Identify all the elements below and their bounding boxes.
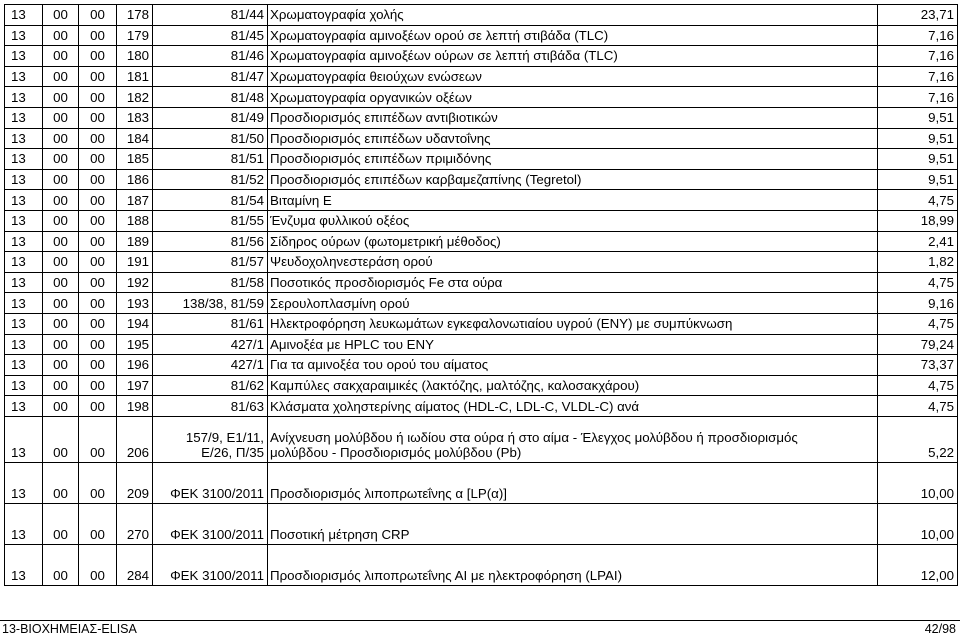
table-row [5, 503, 958, 544]
cell-code: 209 [117, 462, 153, 503]
cell-description: Προσδιορισμός επιπέδων αντιβιοτικών [268, 107, 878, 128]
cell-reference: 81/46 [153, 46, 268, 67]
cell-code: 182 [117, 87, 153, 108]
table-row [5, 334, 958, 355]
cell-section: 00 [79, 128, 117, 149]
reference-line: 157/9, Ε1/11, [185, 429, 264, 445]
cell-code: 179 [117, 25, 153, 46]
cell-reference: 138/38, 81/59 [153, 293, 268, 314]
cell-code: 187 [117, 190, 153, 211]
cell-group: 13 [5, 46, 43, 67]
cell-code: 270 [117, 503, 153, 544]
cell-group: 13 [5, 25, 43, 46]
table-row [5, 66, 958, 87]
cell-section: 00 [79, 5, 117, 26]
cell-reference: 427/1 [153, 355, 268, 376]
cell-description: Προσδιορισμός επιπέδων πριμιδόνης [268, 149, 878, 170]
cell-price: 7,16 [878, 25, 958, 46]
description-line: μολύβδου - Προσδιορισμός μολύβδου (Pb) [270, 444, 522, 460]
cell-group: 13 [5, 272, 43, 293]
cell-description: Προσδιορισμός λιποπρωτεΐνης α [LP(α)] [268, 462, 878, 503]
cell-price: 4,75 [878, 272, 958, 293]
cell-subgroup: 00 [43, 416, 79, 462]
cell-reference: 81/63 [153, 396, 268, 417]
cell-price: 7,16 [878, 46, 958, 67]
table-row [5, 169, 958, 190]
table-row [5, 46, 958, 67]
cell-group: 13 [5, 107, 43, 128]
cell-description: Σίδηρος ούρων (φωτομετρική μέθοδος) [268, 231, 878, 252]
cell-subgroup: 00 [43, 25, 79, 46]
cell-description: Προσδιορισμός επιπέδων καρβαμεζαπίνης (Tegretol) [268, 169, 878, 190]
cell-code: 184 [117, 128, 153, 149]
cell-description: Προσδιορισμός επιπέδων υδαντοΐνης [268, 128, 878, 149]
cell-description: Ποσοτική μέτρηση CRP [268, 503, 878, 544]
cell-subgroup: 00 [43, 107, 79, 128]
table-row [5, 272, 958, 293]
cell-reference: 81/52 [153, 169, 268, 190]
cell-subgroup: 00 [43, 149, 79, 170]
cell-reference: 427/1 [153, 334, 268, 355]
table-row [5, 190, 958, 211]
cell-reference [153, 416, 268, 462]
table-row [5, 293, 958, 314]
cell-description: Αμινοξέα με HPLC του ΕΝΥ [268, 334, 878, 355]
cell-description: Σερουλοπλασμίνη ορού [268, 293, 878, 314]
cell-subgroup: 00 [43, 396, 79, 417]
table-row [5, 5, 958, 26]
cell-section: 00 [79, 396, 117, 417]
cell-description: Κλάσματα χοληστερίνης αίματος (HDL-C, LDL-C, VLDL-C) ανά [268, 396, 878, 417]
cell-subgroup: 00 [43, 66, 79, 87]
footer-section-label: 13-ΒΙΟΧΗΜΕΙΑΣ-ELISA [2, 622, 137, 636]
cell-section: 00 [79, 169, 117, 190]
cell-group: 13 [5, 128, 43, 149]
cell-price: 10,00 [878, 503, 958, 544]
cell-section: 00 [79, 107, 117, 128]
cell-reference: 81/54 [153, 190, 268, 211]
cell-group: 13 [5, 87, 43, 108]
table-row [5, 396, 958, 417]
cell-group: 13 [5, 293, 43, 314]
cell-description: Χρωματογραφία αμινοξέων ούρων σε λεπτή στιβάδα (TLC) [268, 46, 878, 67]
cell-reference: ΦΕΚ 3100/2011 [153, 462, 268, 503]
cell-price: 1,82 [878, 252, 958, 273]
cell-subgroup: 00 [43, 5, 79, 26]
cell-code: 197 [117, 375, 153, 396]
cell-group: 13 [5, 231, 43, 252]
cell-reference: 81/55 [153, 210, 268, 231]
cell-subgroup: 00 [43, 293, 79, 314]
cell-description: Χρωματογραφία οργανικών οξέων [268, 87, 878, 108]
cell-price: 12,00 [878, 544, 958, 585]
cell-reference: ΦΕΚ 3100/2011 [153, 544, 268, 585]
cell-subgroup: 00 [43, 210, 79, 231]
cell-reference: 81/47 [153, 66, 268, 87]
cell-subgroup: 00 [43, 544, 79, 585]
cell-description: Καμπύλες σακχαραιμικές (λακτόζης, μαλτόζης, καλοσακχάρου) [268, 375, 878, 396]
cell-reference: 81/51 [153, 149, 268, 170]
table-row [5, 252, 958, 273]
cell-subgroup: 00 [43, 252, 79, 273]
cell-section: 00 [79, 355, 117, 376]
cell-code: 186 [117, 169, 153, 190]
cell-code: 183 [117, 107, 153, 128]
cell-section: 00 [79, 503, 117, 544]
cell-reference: 81/44 [153, 5, 268, 26]
cell-price: 9,51 [878, 149, 958, 170]
cell-section: 00 [79, 313, 117, 334]
cell-code: 198 [117, 396, 153, 417]
cell-price: 10,00 [878, 462, 958, 503]
cell-description: Ένζυμα φυλλικού οξέος [268, 210, 878, 231]
cell-section: 00 [79, 544, 117, 585]
cell-reference: ΦΕΚ 3100/2011 [153, 503, 268, 544]
cell-code: 284 [117, 544, 153, 585]
cell-description: Βιταμίνη Ε [268, 190, 878, 211]
cell-section: 00 [79, 293, 117, 314]
cell-section: 00 [79, 46, 117, 67]
cell-reference: 81/50 [153, 128, 268, 149]
table-body [5, 5, 958, 586]
cell-section: 00 [79, 190, 117, 211]
cell-reference: 81/48 [153, 87, 268, 108]
cell-code: 191 [117, 252, 153, 273]
cell-group: 13 [5, 396, 43, 417]
cell-section: 00 [79, 375, 117, 396]
cell-code: 192 [117, 272, 153, 293]
cell-code: 178 [117, 5, 153, 26]
cell-section: 00 [79, 462, 117, 503]
cell-price: 9,16 [878, 293, 958, 314]
cell-price: 7,16 [878, 87, 958, 108]
cell-group: 13 [5, 375, 43, 396]
cell-group: 13 [5, 355, 43, 376]
cell-subgroup: 00 [43, 355, 79, 376]
cell-code: 181 [117, 66, 153, 87]
cell-description: Χρωματογραφία χολής [268, 5, 878, 26]
footer-page-number: 42/98 [924, 622, 956, 636]
cell-group: 13 [5, 169, 43, 190]
table-row [5, 544, 958, 585]
cell-section: 00 [79, 25, 117, 46]
cell-code: 180 [117, 46, 153, 67]
cell-description: Χρωματογραφία θειούχων ενώσεων [268, 66, 878, 87]
cell-price: 9,51 [878, 128, 958, 149]
table-row [5, 25, 958, 46]
cell-price: 9,51 [878, 169, 958, 190]
cell-description [268, 416, 878, 462]
cell-price: 2,41 [878, 231, 958, 252]
cell-group: 13 [5, 462, 43, 503]
cell-price: 9,51 [878, 107, 958, 128]
cell-section: 00 [79, 272, 117, 293]
cell-reference: 81/57 [153, 252, 268, 273]
table-row [5, 416, 958, 462]
cell-group: 13 [5, 252, 43, 273]
cell-reference: 81/58 [153, 272, 268, 293]
cell-reference: 81/56 [153, 231, 268, 252]
cell-subgroup: 00 [43, 375, 79, 396]
cell-group: 13 [5, 503, 43, 544]
cell-price: 5,22 [878, 416, 958, 462]
cell-group: 13 [5, 210, 43, 231]
cell-reference: 81/61 [153, 313, 268, 334]
price-table [4, 4, 958, 586]
cell-code: 188 [117, 210, 153, 231]
cell-group: 13 [5, 190, 43, 211]
cell-subgroup: 00 [43, 313, 79, 334]
table-row [5, 231, 958, 252]
cell-subgroup: 00 [43, 272, 79, 293]
cell-section: 00 [79, 87, 117, 108]
table-row [5, 375, 958, 396]
cell-price: 4,75 [878, 375, 958, 396]
cell-subgroup: 00 [43, 334, 79, 355]
cell-section: 00 [79, 416, 117, 462]
cell-section: 00 [79, 210, 117, 231]
cell-description: Χρωματογραφία αμινοξέων ορού σε λεπτή στιβάδα (TLC) [268, 25, 878, 46]
table-row [5, 128, 958, 149]
cell-reference: 81/62 [153, 375, 268, 396]
cell-price: 18,99 [878, 210, 958, 231]
cell-subgroup: 00 [43, 169, 79, 190]
description-line: Ανίχνευση μολύβδου ή ιωδίου στα ούρα ή στο αίμα - Έλεγχος μολύβδου ή προσδιορισμός [270, 429, 798, 445]
cell-group: 13 [5, 334, 43, 355]
cell-subgroup: 00 [43, 46, 79, 67]
cell-price: 4,75 [878, 313, 958, 334]
cell-description: Ηλεκτροφόρηση λευκωμάτων εγκεφαλονωτιαίου υγρού (ΕΝΥ) με συμπύκνωση [268, 313, 878, 334]
cell-subgroup: 00 [43, 462, 79, 503]
cell-code: 193 [117, 293, 153, 314]
cell-reference: 81/45 [153, 25, 268, 46]
cell-description: Ψευδοχοληνεστεράση ορού [268, 252, 878, 273]
table-row [5, 210, 958, 231]
reference-line: Ε/26, Π/35 [201, 444, 264, 460]
cell-price: 23,71 [878, 5, 958, 26]
cell-description: Για τα αμινοξέα του ορού του αίματος [268, 355, 878, 376]
cell-description: Προσδιορισμός λιποπρωτεΐνης ΑΙ με ηλεκτροφόρηση (LPAI) [268, 544, 878, 585]
cell-price: 7,16 [878, 66, 958, 87]
cell-code: 194 [117, 313, 153, 334]
page-footer [0, 620, 960, 637]
cell-code: 185 [117, 149, 153, 170]
cell-price: 4,75 [878, 396, 958, 417]
cell-subgroup: 00 [43, 190, 79, 211]
cell-price: 4,75 [878, 190, 958, 211]
cell-section: 00 [79, 231, 117, 252]
cell-code: 206 [117, 416, 153, 462]
cell-group: 13 [5, 544, 43, 585]
table-row [5, 313, 958, 334]
cell-group: 13 [5, 416, 43, 462]
cell-subgroup: 00 [43, 503, 79, 544]
cell-section: 00 [79, 66, 117, 87]
cell-group: 13 [5, 5, 43, 26]
cell-group: 13 [5, 313, 43, 334]
cell-description: Ποσοτικός προσδιορισμός Fe στα ούρα [268, 272, 878, 293]
cell-code: 189 [117, 231, 153, 252]
cell-section: 00 [79, 334, 117, 355]
table-row [5, 87, 958, 108]
cell-subgroup: 00 [43, 128, 79, 149]
table-row [5, 355, 958, 376]
cell-subgroup: 00 [43, 87, 79, 108]
cell-reference: 81/49 [153, 107, 268, 128]
cell-subgroup: 00 [43, 231, 79, 252]
table-row [5, 462, 958, 503]
cell-code: 196 [117, 355, 153, 376]
cell-code: 195 [117, 334, 153, 355]
cell-section: 00 [79, 252, 117, 273]
cell-price: 79,24 [878, 334, 958, 355]
cell-group: 13 [5, 149, 43, 170]
cell-price: 73,37 [878, 355, 958, 376]
table-row [5, 107, 958, 128]
cell-group: 13 [5, 66, 43, 87]
table-row [5, 149, 958, 170]
cell-section: 00 [79, 149, 117, 170]
